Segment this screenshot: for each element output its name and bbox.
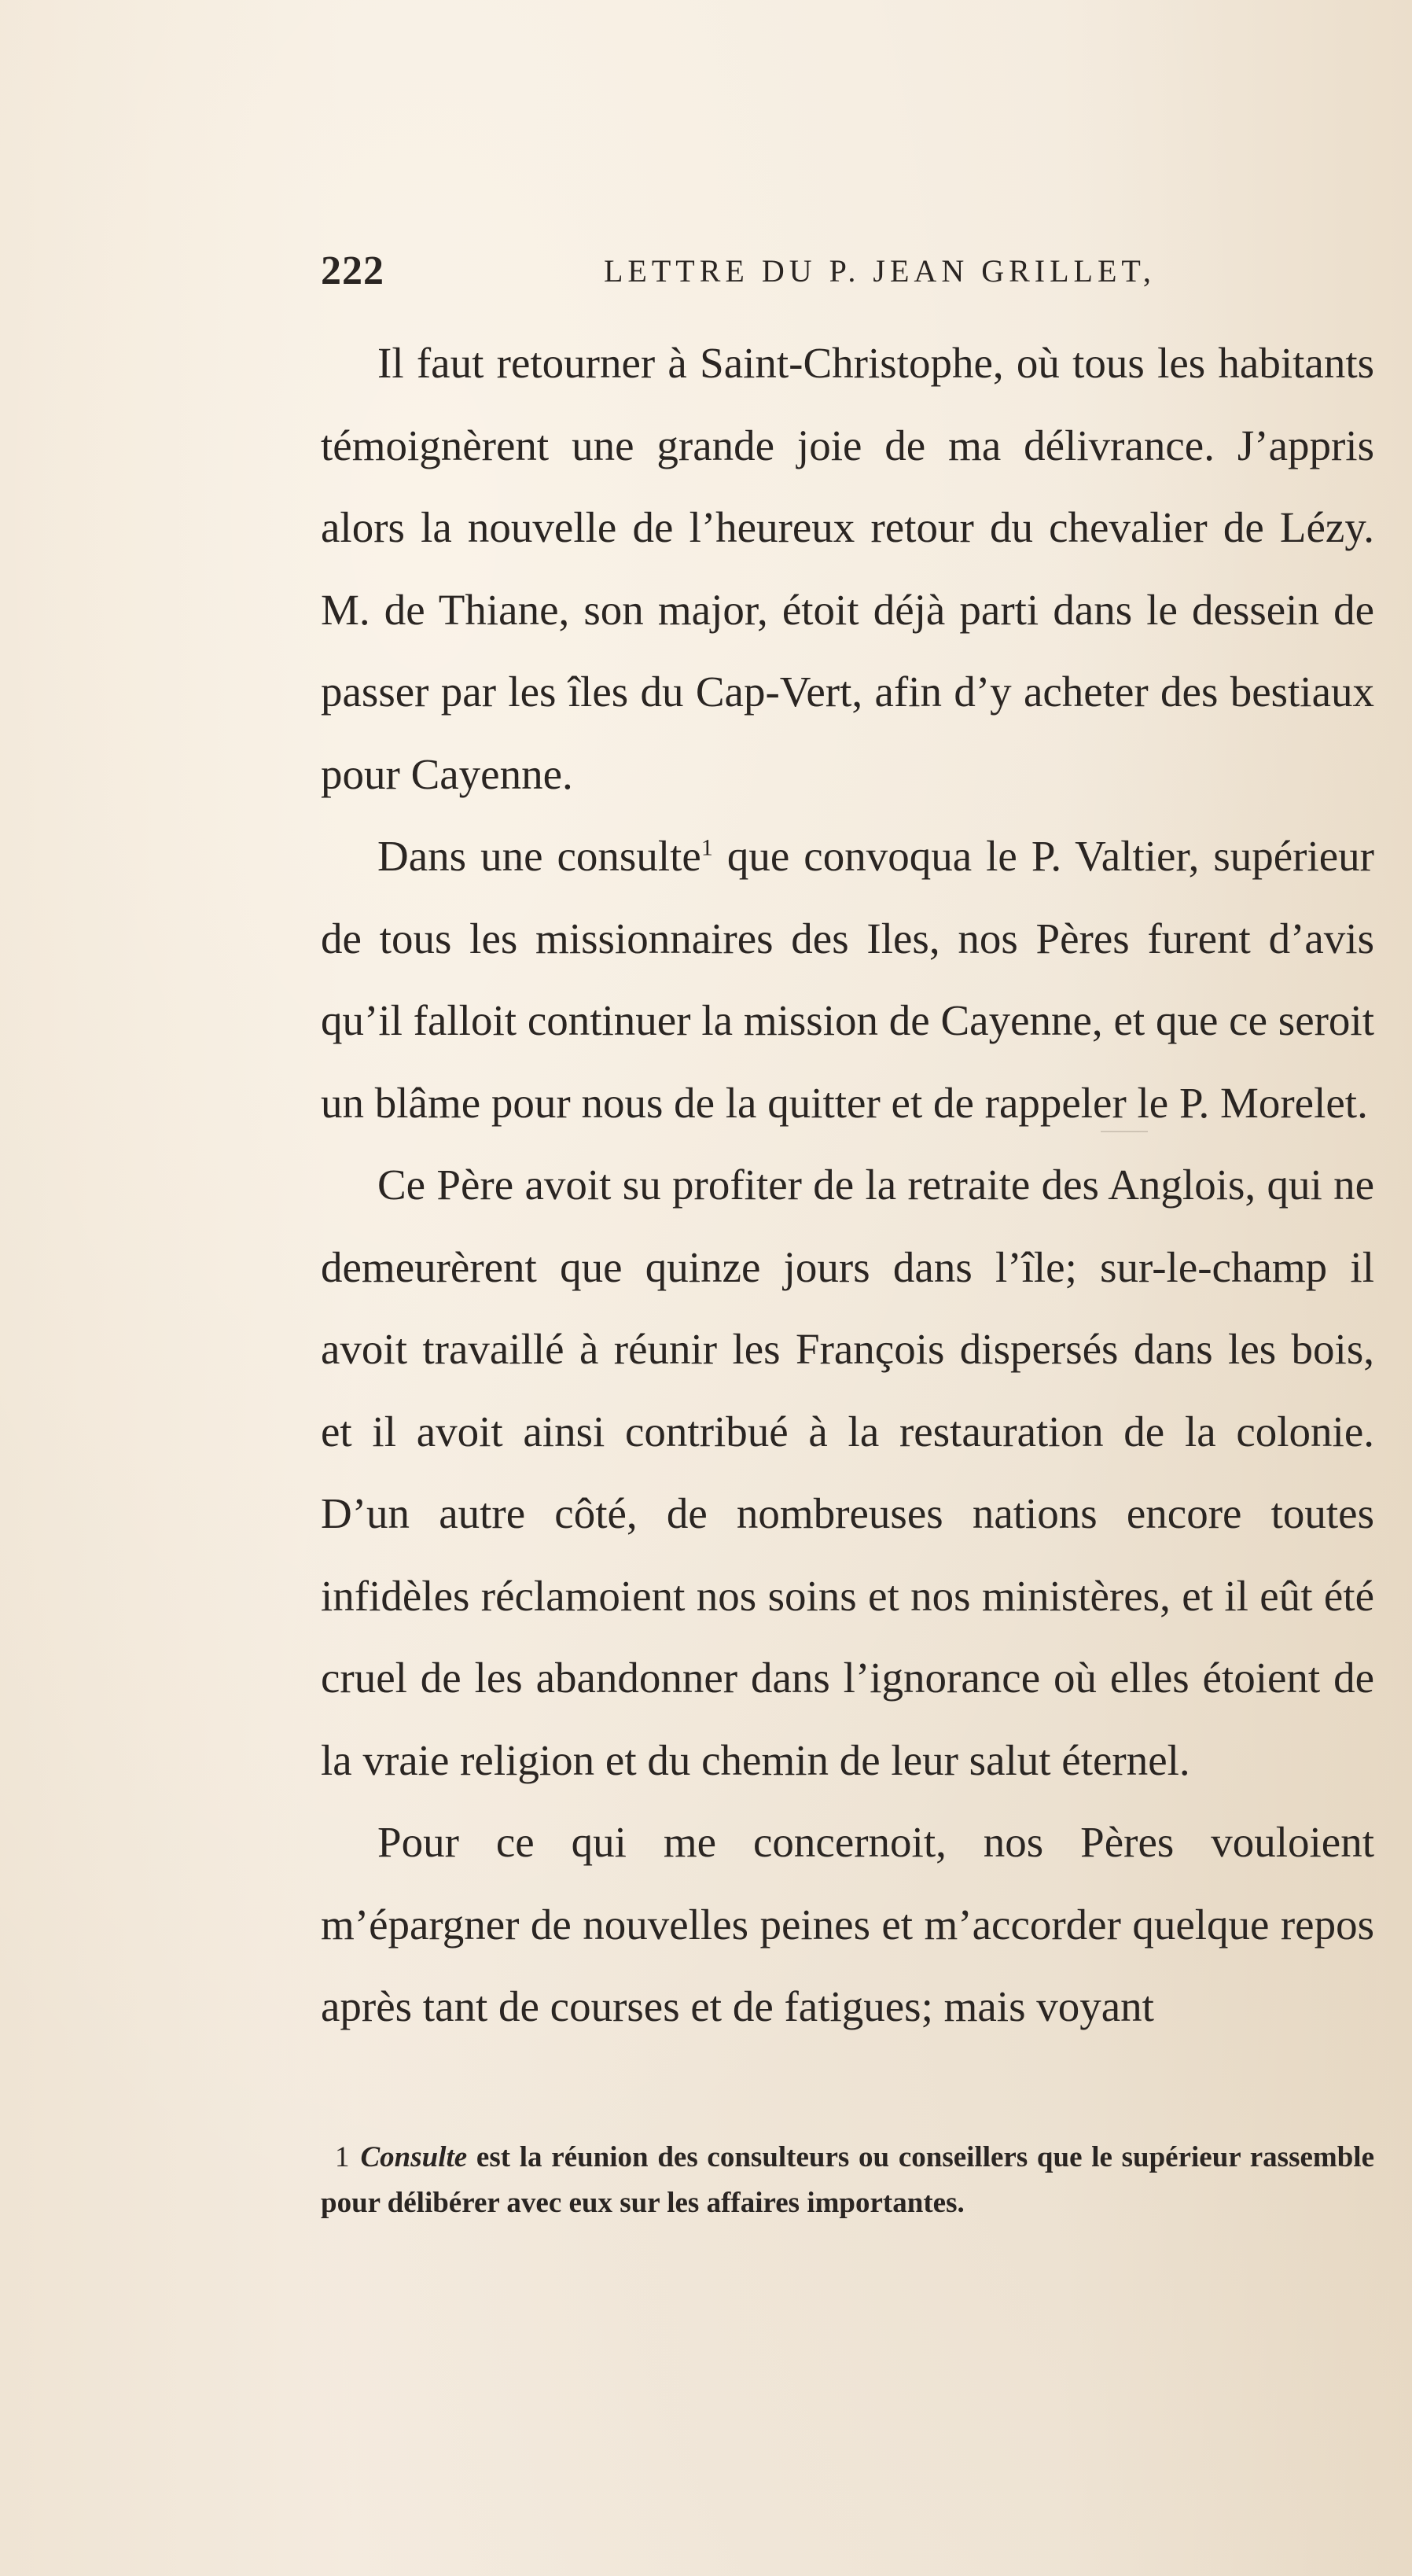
- running-title: LETTRE DU P. JEAN GRILLET,: [604, 253, 1156, 289]
- page-number: 222: [321, 248, 384, 293]
- paragraph-2-rest: que convoqua le P. Valtier, supérieur de tous les missionnaires des Iles, nos Pères furent d’avis qu’il falloit continuer la mission de Cayenne, et que ce seroit un blâme pour nous de la quitter et de rappeler le P. Morelet.: [321, 832, 1374, 1127]
- faint-mark: [1101, 1131, 1148, 1132]
- footnotes: [321, 2135, 1374, 2226]
- footnote-text: est la réunion des consulteurs ou conseillers que le supérieur rassemble pour délibérer avec eux sur les affaires importantes.: [321, 2141, 1374, 2219]
- running-head: [321, 240, 1374, 303]
- paragraph-2-start: Dans une consulte: [377, 832, 701, 880]
- paragraph-3: Ce Père avoit su profiter de la retraite des Anglois, qui ne demeurèrent que quinze jours dans l’île; sur-le-champ il avoit travaillé à réunir les François dispersés dans les bois, et il avoit ainsi contribué à la restauration de la colonie. D’un autre côté, de nombreuses nations encore toutes infidèles réclamoient nos soins et nos ministères, et il eût été cruel de les abandonner dans l’ignorance où elles étoient de la vraie religion et du chemin de leur salut éternel.: [321, 1161, 1374, 1784]
- footnote-reference: 1: [700, 834, 713, 861]
- footnote: [321, 2135, 1374, 2226]
- footnote-number: 1: [335, 2141, 350, 2173]
- paragraph-4: Pour ce qui me concernoit, nos Pères vouloient m’épargner de nouvelles peines et m’accorder quelque repos après tant de courses et de fatigues; mais voyant: [321, 1818, 1374, 2030]
- body-text: [321, 322, 1374, 2048]
- paragraph-2: [321, 815, 1374, 1144]
- paragraph-1: Il faut retourner à Saint-Christophe, où tous les habitants témoignèrent une grande joie de ma délivrance. J’appris alors la nouvelle de l’heureux retour du chevalier de Lézy. M. de Thiane, son major, étoit déjà parti dans le dessein de passer par les îles du Cap-Vert, afin d’y acheter des bestiaux pour Cayenne.: [321, 339, 1374, 798]
- footnote-term: Consulte: [360, 2141, 468, 2173]
